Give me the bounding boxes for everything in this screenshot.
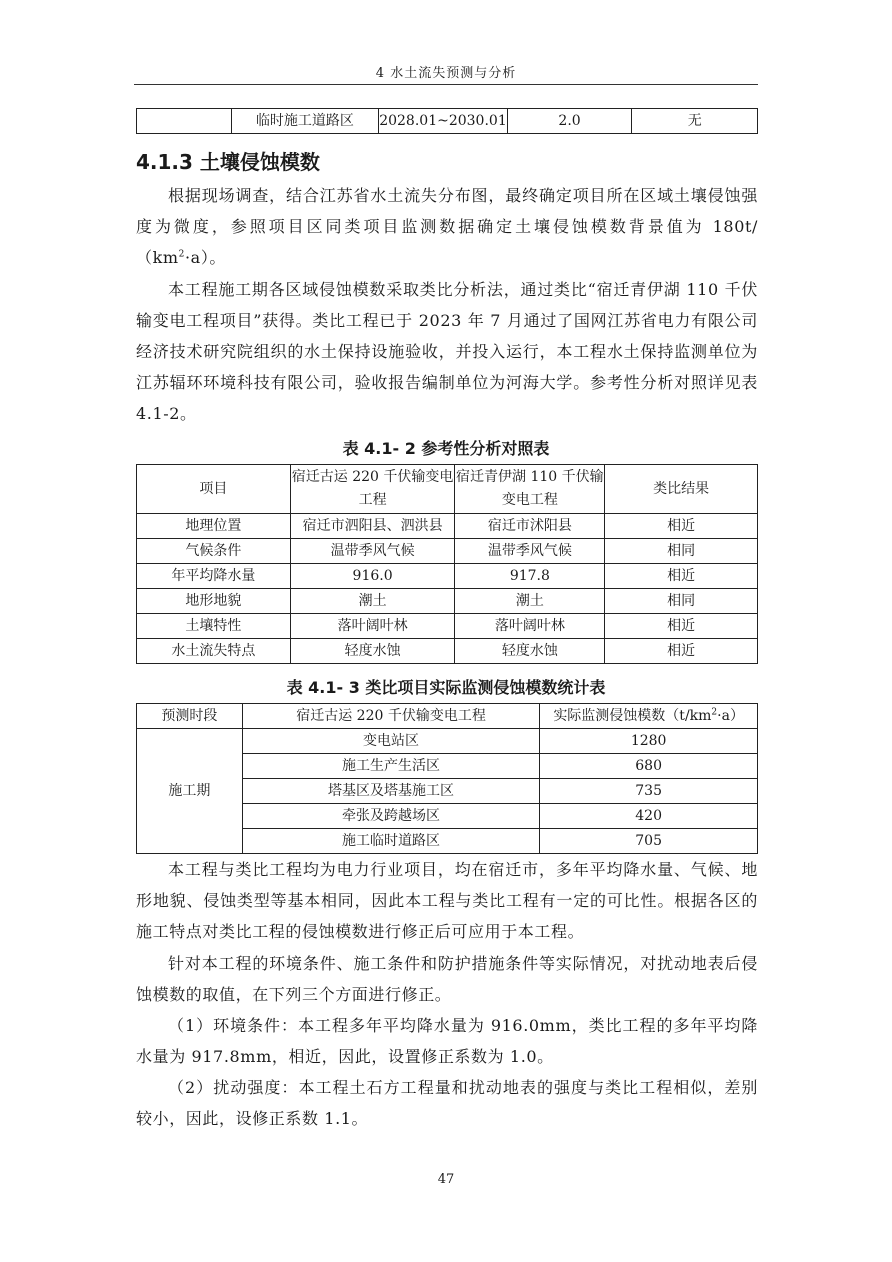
table-row	[137, 729, 758, 754]
table-row	[137, 639, 758, 664]
table-row	[137, 514, 758, 539]
table-cell: 地形地貌	[137, 589, 291, 614]
table-cell: 落叶阔叶林	[455, 614, 605, 639]
table-cell: 水土流失特点	[137, 639, 291, 664]
table-cell: 916.0	[290, 564, 455, 589]
table-cell: 相近	[605, 514, 758, 539]
page-number: 47	[437, 1172, 455, 1187]
paragraph: （2）扰动强度：本工程土石方工程量和扰动地表的强度与类比工程相似，差别较小，因此，设修正系数 1.1。	[136, 1078, 758, 1128]
table-cell	[137, 109, 232, 134]
table-cell: 420	[540, 804, 758, 829]
table-header-cell: 宿迁古运 220 千伏输变电工程	[242, 704, 539, 729]
table-cell: 地理位置	[137, 514, 291, 539]
table-cell: 塔基区及塔基施工区	[242, 779, 539, 804]
table-header-cell: 预测时段	[137, 704, 243, 729]
table-header-row	[137, 704, 758, 729]
table-cell: 潮土	[455, 589, 605, 614]
table-cell: 变电站区	[242, 729, 539, 754]
table-header-row	[137, 465, 758, 514]
paragraph: （1）环境条件：本工程多年平均降水量为 916.0mm，类比工程的多年平均降水量为 917.8mm，相近，因此，设置修正系数为 1.0。	[136, 1016, 758, 1066]
paragraph: 针对本工程的环境条件、施工条件和防护措施条件等实际情况，对扰动地表后侵蚀模数的取值，在下列三个方面进行修正。	[136, 954, 758, 1004]
table-header-cell: 类比结果	[605, 465, 758, 514]
table-cell: 相近	[605, 564, 758, 589]
erosion-modulus-table	[136, 703, 758, 854]
table-row	[137, 589, 758, 614]
continued-table	[136, 108, 758, 134]
table-cell: 680	[540, 754, 758, 779]
table-cell: 735	[540, 779, 758, 804]
table-cell: 相同	[605, 589, 758, 614]
table-row	[137, 564, 758, 589]
table-header-cell: 宿迁青伊湖 110 千伏输变电工程	[455, 465, 605, 514]
header-text: ·a）	[717, 708, 744, 724]
page-header: 4 水土流失预测与分析	[134, 62, 758, 85]
table-row	[137, 539, 758, 564]
table-cell: 轻度水蚀	[290, 639, 455, 664]
table-cell: 临时施工道路区	[231, 109, 379, 134]
paragraph	[136, 180, 758, 273]
paragraph-text: 根据现场调查，结合江苏省水土流失分布图，最终确定项目所在区域土壤侵蚀强度为微度，参照项目区同类项目监测数据确定土壤侵蚀模数背景值为 180t/（km	[136, 186, 758, 267]
table-row	[137, 614, 758, 639]
table-cell: 相近	[605, 639, 758, 664]
table-cell: 2.0	[507, 109, 632, 134]
table-cell: 年平均降水量	[137, 564, 291, 589]
table-header-cell: 项目	[137, 465, 291, 514]
reference-analysis-table	[136, 464, 758, 664]
table-cell: 宿迁市沭阳县	[455, 514, 605, 539]
table-cell: 2028.01~2030.01	[379, 109, 508, 134]
header-text: 实际监测侵蚀模数（t/km	[553, 708, 712, 724]
section-title: 4.1.3 土壤侵蚀模数	[136, 150, 320, 174]
table-cell: 705	[540, 829, 758, 854]
table-caption: 表 4.1- 3 类比项目实际监测侵蚀模数统计表	[286, 678, 606, 697]
table-cell: 温带季风气候	[455, 539, 605, 564]
table-cell: 宿迁市泗阳县、泗洪县	[290, 514, 455, 539]
table-cell: 牵张及跨越场区	[242, 804, 539, 829]
superscript: 2	[711, 707, 718, 718]
table-cell: 轻度水蚀	[455, 639, 605, 664]
table-cell: 1280	[540, 729, 758, 754]
table-cell: 气候条件	[137, 539, 291, 564]
table-cell: 潮土	[290, 589, 455, 614]
table-cell: 无	[632, 109, 758, 134]
paragraph-text: ·a）。	[185, 248, 227, 267]
table-cell: 相近	[605, 614, 758, 639]
table-row	[137, 109, 758, 134]
table-header-cell: 宿迁古运 220 千伏输变电工程	[290, 465, 455, 514]
table-cell: 施工临时道路区	[242, 829, 539, 854]
table-cell: 温带季风气候	[290, 539, 455, 564]
table-cell: 土壤特性	[137, 614, 291, 639]
table-cell: 相同	[605, 539, 758, 564]
superscript: 2	[178, 249, 185, 260]
paragraph: 本工程施工期各区域侵蚀模数采取类比分析法，通过类比“宿迁青伊湖 110 千伏输变电工程项目”获得。类比工程已于 2023 年 7 月通过了国网江苏省电力有限公司经济技术研究院组织的水土保持设施验收，并投入运行，本工程水土保持监测单位为江苏辐环环境科技有限公司，验收报告编制单位为河海大学。参考性分析对照详见表 4.1-2。	[136, 280, 758, 423]
period-cell: 施工期	[137, 729, 243, 854]
paragraph: 本工程与类比工程均为电力行业项目，均在宿迁市，多年平均降水量、气候、地形地貌、侵蚀类型等基本相同，因此本工程与类比工程有一定的可比性。根据各区的施工特点对类比工程的侵蚀模数进行修正后可应用于本工程。	[136, 860, 758, 941]
table-cell: 917.8	[455, 564, 605, 589]
table-header-cell	[540, 704, 758, 729]
table-cell: 落叶阔叶林	[290, 614, 455, 639]
table-caption: 表 4.1- 2 参考性分析对照表	[342, 439, 550, 458]
table-cell: 施工生产生活区	[242, 754, 539, 779]
